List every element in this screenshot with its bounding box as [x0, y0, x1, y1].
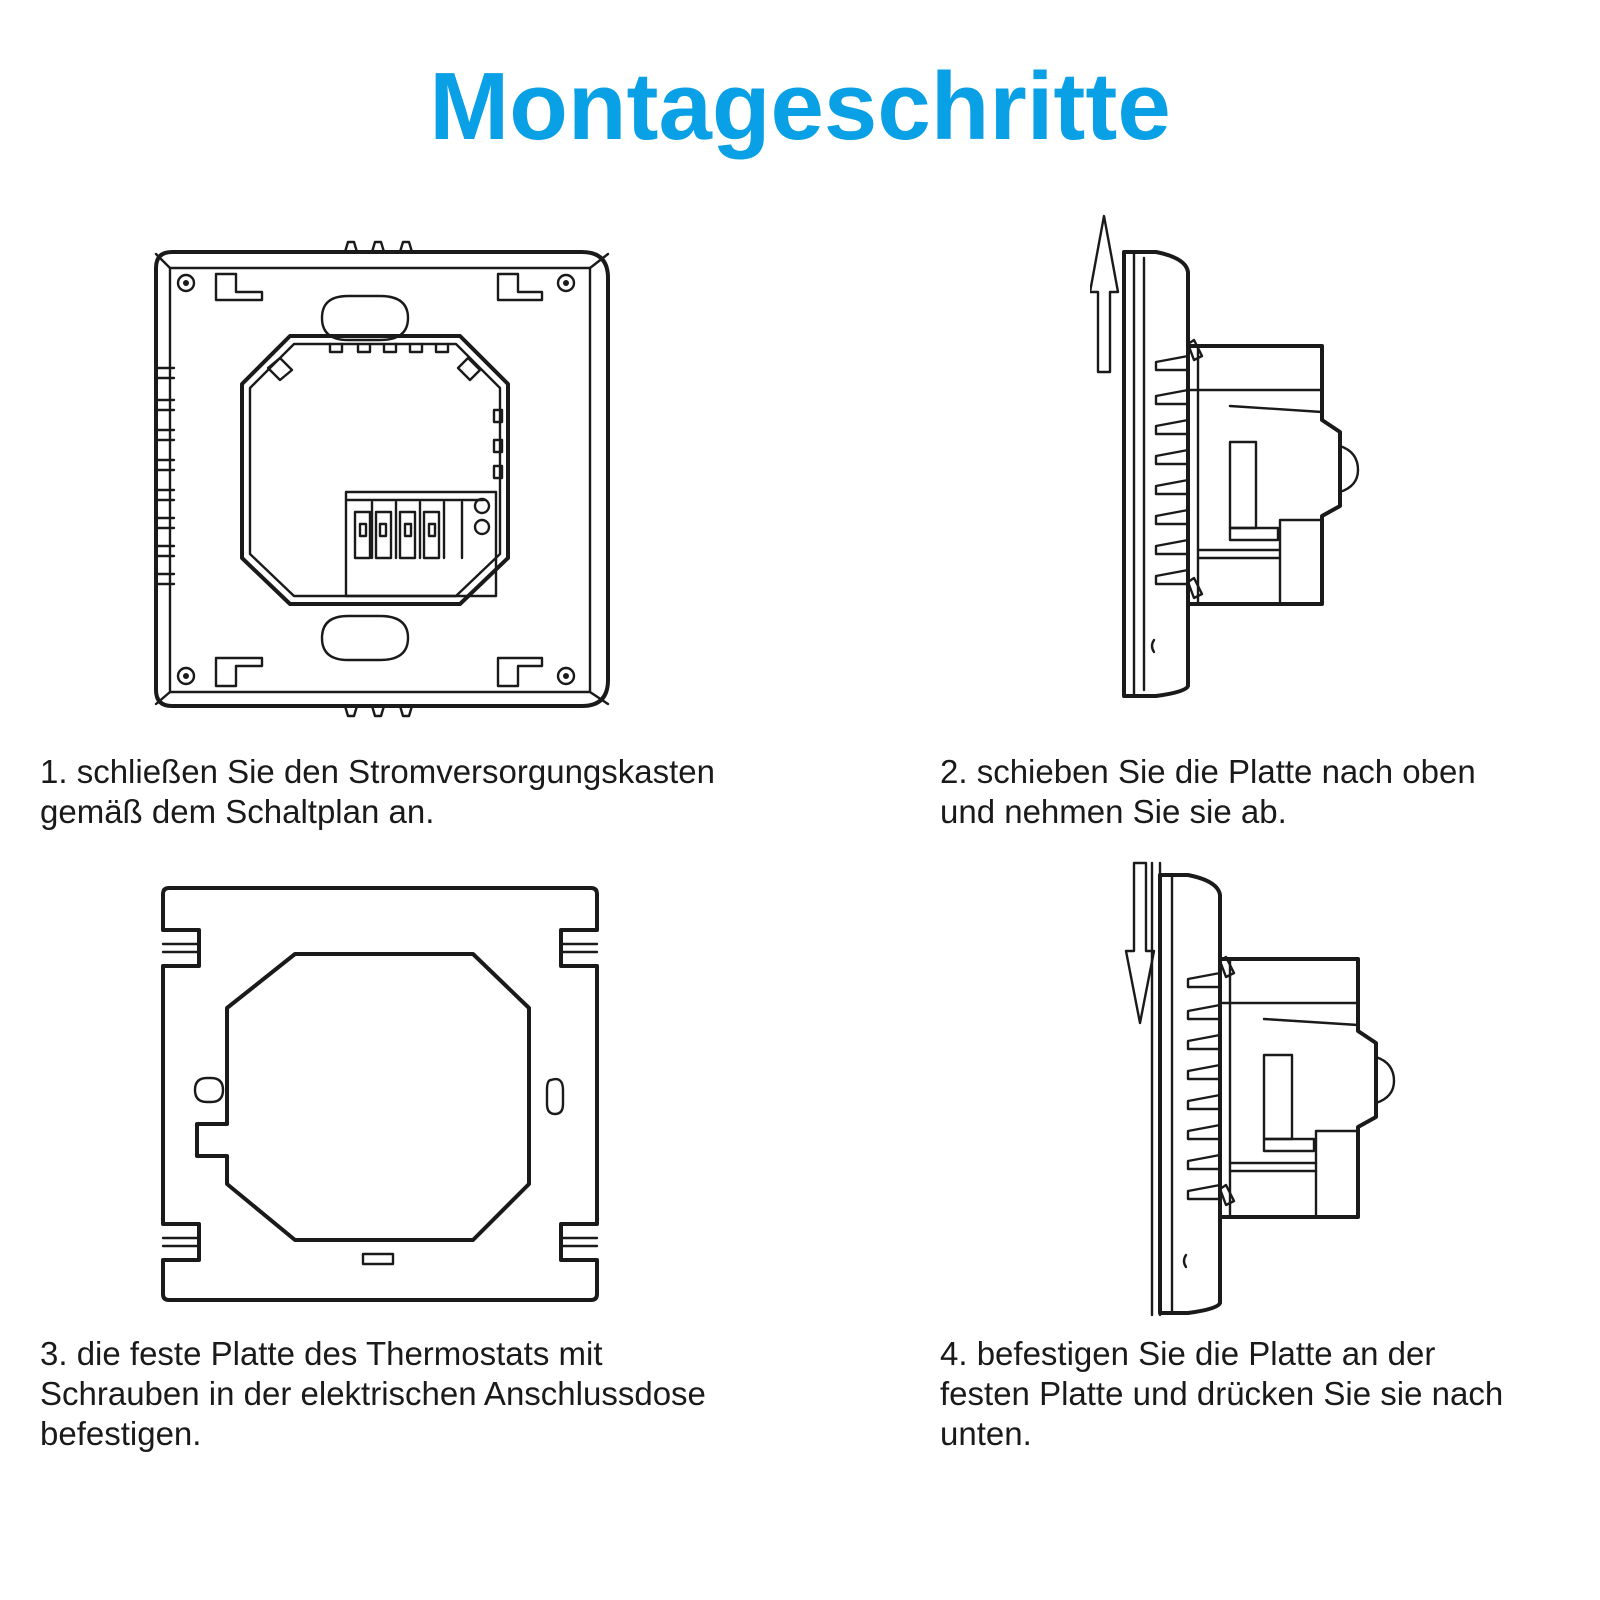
- step-2-line-2: und nehmen Sie sie ab.: [940, 793, 1287, 830]
- step-2-line-1: 2. schieben Sie die Platte nach oben: [940, 753, 1476, 790]
- step-3-line-3: befestigen.: [40, 1415, 202, 1452]
- step-1-line-1: 1. schließen Sie den Stromversorgungskasten: [40, 753, 716, 790]
- step-4-line-3: unten.: [940, 1415, 1032, 1452]
- step-2-caption: [940, 752, 1476, 832]
- step-1-line-2: gemäß dem Schaltplan an.: [40, 793, 435, 830]
- step-3-line-2: Schrauben in der elektrischen Anschlussdose: [40, 1375, 706, 1412]
- step-4-line-2: festen Platte und drücken Sie sie nach: [940, 1375, 1504, 1412]
- thermostat-back-view-figure: [150, 240, 620, 720]
- thermostat-side-view-up-figure: [1090, 210, 1380, 710]
- arrow-up-icon: [1090, 216, 1118, 372]
- step-1-caption: [40, 752, 715, 832]
- mounting-plate-figure: [155, 880, 615, 1310]
- step-4-caption: [940, 1334, 1503, 1454]
- step-3-line-1: 3. die feste Platte des Thermostats mit: [40, 1335, 603, 1372]
- thermostat-side-view-down-figure: [1120, 855, 1410, 1325]
- arrow-down-icon: [1126, 863, 1154, 1023]
- step-4-line-1: 4. befestigen Sie die Platte an der: [940, 1335, 1436, 1372]
- step-3-caption: [40, 1334, 706, 1454]
- page-title: Montageschritte: [429, 53, 1171, 160]
